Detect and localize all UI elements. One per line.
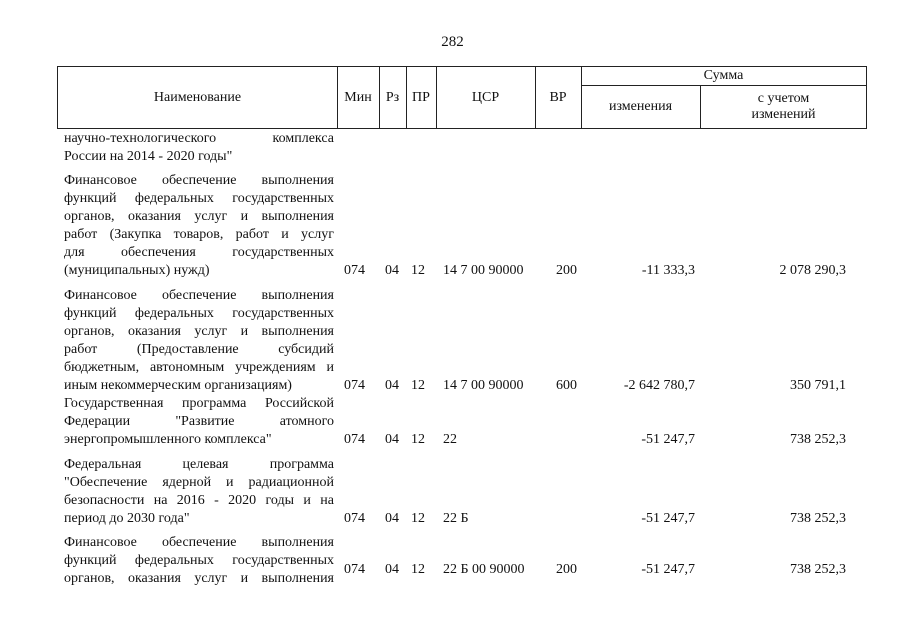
cell-total: 350 791,1 — [790, 378, 846, 393]
cell-change: -11 333,3 — [641, 263, 695, 278]
cell-total: 738 252,3 — [790, 562, 846, 577]
row-name-line: органов, оказания услуг и выполнения — [64, 209, 334, 224]
row-name-line: работ (Предоставление субсидий — [64, 342, 334, 357]
header-total — [700, 85, 867, 128]
cell-change: -51 247,7 — [641, 432, 695, 447]
cell-pr: 12 — [411, 378, 425, 393]
cell-csr: 14 7 00 90000 — [443, 378, 524, 393]
row-name-line: органов, оказания услуг и выполнения — [64, 324, 334, 339]
cell-rz: 04 — [385, 263, 399, 278]
row-name-line: иным некоммерческим организациям) — [64, 378, 292, 393]
row-name — [64, 395, 334, 449]
row-name-line: Финансовое обеспечение выполнения — [64, 288, 334, 303]
header-name: Наименование — [153, 89, 242, 105]
cell-vr: 600 — [556, 378, 577, 393]
cell-pr: 12 — [411, 511, 425, 526]
cell-csr: 22 — [443, 432, 457, 447]
header-min: Мин — [344, 89, 372, 105]
header-pr: ПР — [412, 89, 430, 105]
cell-min: 074 — [344, 511, 365, 526]
row-name-line: Государственная программа Российской — [64, 396, 334, 411]
cell-min: 074 — [344, 263, 365, 278]
cell-vr: 200 — [556, 562, 577, 577]
cell-min: 074 — [344, 562, 365, 577]
cell-rz: 04 — [385, 378, 399, 393]
cell-change: -51 247,7 — [641, 511, 695, 526]
header-vr: ВР — [549, 89, 567, 105]
header-total-line1: с учетом — [757, 90, 810, 106]
cell-vr: 200 — [556, 263, 577, 278]
cell-total: 2 078 290,3 — [779, 263, 846, 278]
row-name-line: безопасности на 2016 - 2020 годы и на — [64, 493, 334, 508]
cell-change: -2 642 780,7 — [623, 378, 695, 393]
row-name-line: работ (Закупка товаров, работ и услуг — [64, 227, 334, 242]
cell-rz: 04 — [385, 562, 399, 577]
header-rz: Рз — [385, 89, 400, 105]
row-name-line: (муниципальных) нужд) — [64, 263, 210, 278]
row-name-line: Федерации "Развитие атомного — [64, 414, 334, 429]
table-header — [57, 66, 867, 129]
row-name-line: России на 2014 - 2020 годы" — [64, 149, 233, 164]
row-name-line: бюджетным, автономным учреждениям и — [64, 360, 334, 375]
row-name-line: для обеспечения государственных — [64, 245, 334, 260]
row-name-line: "Обеспечение ядерной и радиационной — [64, 475, 334, 490]
row-name-line: органов, оказания услуг и выполнения — [64, 571, 334, 586]
cell-pr: 12 — [411, 562, 425, 577]
cell-pr: 12 — [411, 432, 425, 447]
header-change: изменения — [608, 98, 673, 114]
cell-csr: 14 7 00 90000 — [443, 263, 524, 278]
cell-min: 074 — [344, 378, 365, 393]
row-name-line: Федеральная целевая программа — [64, 457, 334, 472]
cell-rz: 04 — [385, 511, 399, 526]
row-name-line: функций федеральных государственных — [64, 306, 334, 321]
cell-total: 738 252,3 — [790, 432, 846, 447]
row-name — [64, 172, 334, 280]
page-number: 282 — [441, 34, 464, 50]
cell-total: 738 252,3 — [790, 511, 846, 526]
row-name-line: энергопромышленного комплекса" — [64, 432, 272, 447]
cell-csr: 22 Б 00 90000 — [443, 562, 525, 577]
cell-change: -51 247,7 — [641, 562, 695, 577]
cell-csr: 22 Б — [443, 511, 469, 526]
header-csr: ЦСР — [471, 89, 500, 105]
row-name-line: Финансовое обеспечение выполнения — [64, 535, 334, 550]
row-name-line: научно-технологического комплекса — [64, 131, 334, 146]
cell-rz: 04 — [385, 432, 399, 447]
row-name-line: функций федеральных государственных — [64, 553, 334, 568]
cell-pr: 12 — [411, 263, 425, 278]
header-sum: Сумма — [703, 68, 744, 83]
row-name — [64, 456, 334, 528]
cell-min: 074 — [344, 432, 365, 447]
row-name-line: функций федеральных государственных — [64, 191, 334, 206]
row-name-line: Финансовое обеспечение выполнения — [64, 173, 334, 188]
row-name-line: период до 2030 года" — [64, 511, 190, 526]
row-name — [64, 287, 334, 395]
row-name — [64, 130, 334, 166]
row-name — [64, 534, 334, 588]
header-total-line2: изменений — [751, 106, 816, 122]
